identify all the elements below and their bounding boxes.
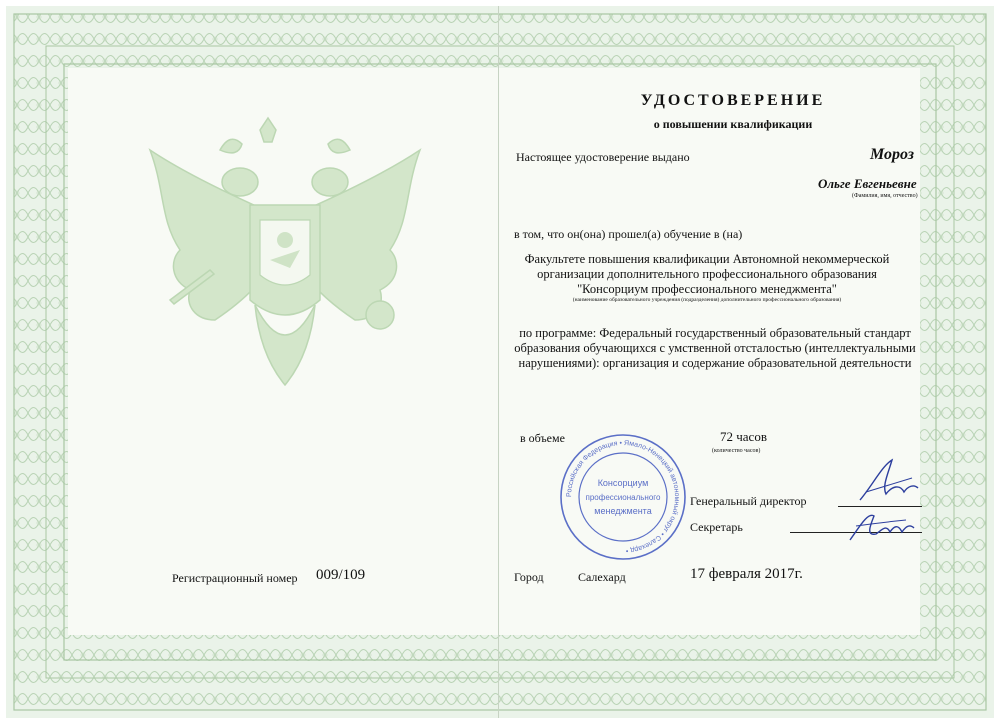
issued-text: Настоящее удостоверение выдано [516,150,690,164]
secretary-label: Секретарь [690,520,743,534]
certificate-subtitle: о повышении квалификации [653,117,813,131]
studied-text: в том, что он(она) прошел(а) обучение в (на) [514,227,743,241]
stamp-line-1: Консорциум [597,478,649,488]
program-text: по программе: Федеральный государственный образовательный стандарт образования обучающихся с умственной отсталостью (интеллектуальными нарушениями): организация и содержание образовательной деятельности [514,326,916,370]
round-seal-stamp-icon [558,432,688,562]
center-fold [498,6,499,718]
recipient-names: Ольге Евгеньевне [818,176,917,191]
certificate-title: УДОСТОВЕРЕНИЕ [640,92,826,109]
institution-note: (наименование образовательного учреждения (подразделения) дополнительного профессионального образования) [572,297,842,303]
stamp-line-2: профессионального [585,493,661,502]
director-label: Генеральный директор [690,494,807,508]
volume-note: (количество часов) [712,448,761,454]
recipient-surname: Мороз [870,146,915,163]
double-headed-eagle-emblem-icon [140,110,430,410]
registration-number: 009/109 [316,567,366,583]
stamp-ring-text: Российская Федерация • Ямало-Ненецкий автономный округ • Салехард • [565,439,681,554]
stamp-line-3: менеджмента [594,506,652,516]
registration-label: Регистрационный номер [172,571,298,585]
institution-text: Факультете повышения квалификации Автономной некоммерческой организации дополнительного профессионального образования "Консорциум профессионального менеджмента" [524,252,890,296]
issue-date: 17 февраля 2017г. [690,566,803,582]
city-value: Салехард [578,570,626,584]
name-note: (Фамилия, имя, отчество) [852,193,918,199]
city-label: Город [514,570,544,584]
secretary-signature-icon [846,506,916,546]
volume-value: 72 часов [720,429,767,444]
director-signature-icon [852,456,922,506]
volume-label: в объеме [520,431,565,445]
